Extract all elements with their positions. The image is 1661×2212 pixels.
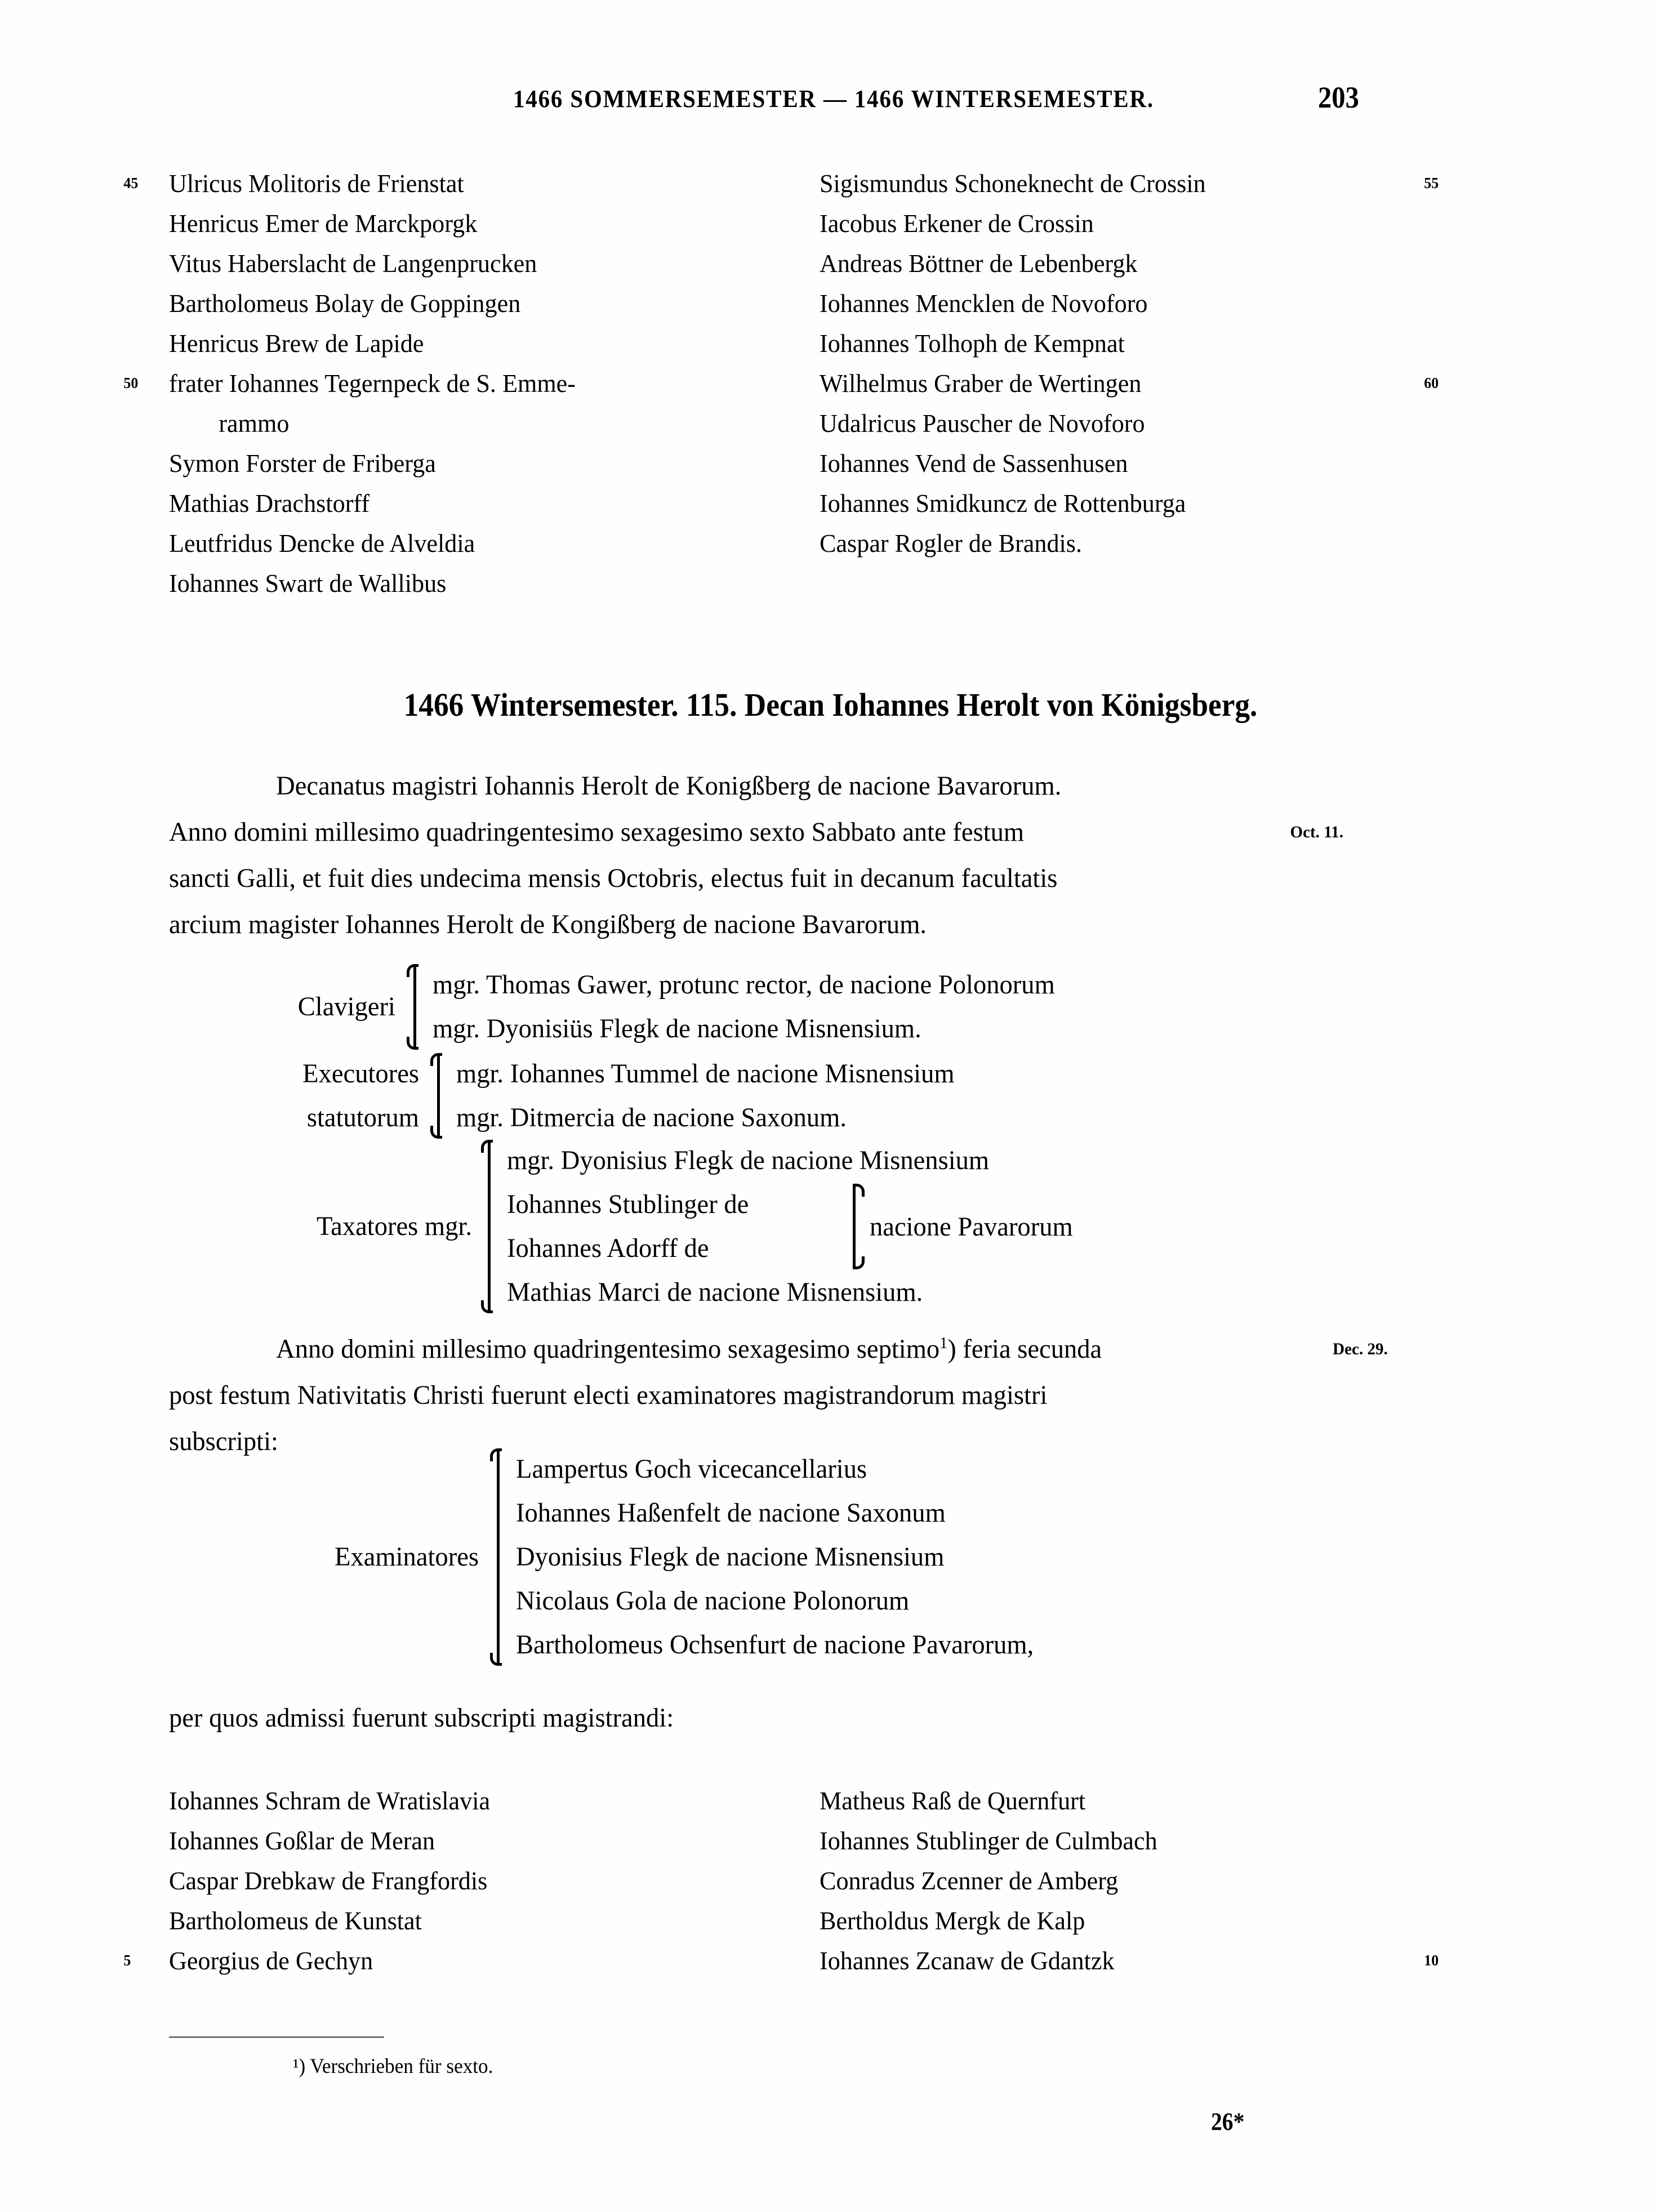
name-entry [820,203,1414,243]
taxatores-item: Mathias Marci de nacione Misnensium. [507,1277,923,1307]
name-entry [820,1781,1414,1821]
name-entry [820,283,1414,323]
clavigeri-item: mgr. Thomas Gawer, protunc rector, de nacione Polonorum [433,970,1055,1000]
taxatores-item: mgr. Dyonisius Flegk de nacione Misnensium [507,1145,990,1175]
name-text: Iohannes Mencklen de Novoforo [820,289,1148,318]
paragraph-line [169,809,1399,855]
taxatores-group [224,1139,1079,1314]
brace-icon [845,1183,864,1270]
name-entry [820,1901,1414,1941]
name-text: Bartholomeus Bolay de Goppingen [169,289,521,318]
taxatores-item: Iohannes Adorff de [507,1233,709,1263]
name-text: Iacobus Erkener de Crossin [820,209,1094,238]
name-text: Caspar Rogler de Brandis. [820,529,1083,558]
name-text: Iohannes Schram de Wratislavia [169,1786,491,1815]
name-text: Bertholdus Mergk de Kalp [820,1906,1085,1935]
name-entry [820,483,1414,523]
name-entry [169,323,774,363]
line-number: 60 [1424,374,1439,391]
name-text: Symon Forster de Friberga [169,449,436,478]
name-text: rammo [219,409,290,438]
name-text: Caspar Drebkaw de Frangfordis [169,1866,488,1895]
paragraph-line [169,1326,1399,1372]
paragraph-line: Decanatus magistri Iohannis Herolt de Konigßberg de nacione Bavarorum. [276,771,1062,801]
name-entry-continuation [169,403,774,443]
name-text: Iohannes Stublinger de Culmbach [820,1826,1157,1855]
bottom-name-list-left-column [123,1781,800,1981]
name-entry [820,1821,1414,1861]
name-entry [169,1861,774,1901]
name-text: Henricus Brew de Lapide [169,329,424,358]
executores-item: mgr. Ditmercia de nacione Saxonum. [456,1103,847,1132]
running-head [0,81,1661,124]
name-text: frater Iohannes Tegernpeck de S. Emme- [169,369,576,398]
name-entry [820,443,1414,483]
name-text: Bartholomeus de Kunstat [169,1906,422,1935]
name-text: Vitus Haberslacht de Langenprucken [169,249,537,278]
running-head-title: 1466 SOMMERSEMESTER — 1466 WINTERSEMESTER. [513,85,1155,113]
top-name-list-left-column [123,163,800,603]
paragraph-line-text: Anno domini millesimo quadringentesimo sexagesimo sexto Sabbato ante festum [169,817,1025,847]
examinatores-group [270,1447,1050,1667]
name-entry [123,363,774,403]
brace-icon [429,1052,448,1140]
name-text: Udalricus Pauscher de Novoforo [820,409,1145,438]
paragraph-line: arcium magister Iohannes Herolt de Kongißberg de nacione Bavarorum. [169,909,927,939]
name-text: Iohannes Swart de Wallibus [169,569,447,597]
signature-mark: 26* [1211,2108,1245,2135]
name-entry [169,443,774,483]
name-entry [820,323,1414,363]
name-text: Sigismundus Schoneknecht de Crossin [820,169,1206,198]
footnote-marker: 1 [939,1334,948,1352]
executores-items [456,1052,970,1140]
name-text: Wilhelmus Graber de Wertingen [820,369,1142,398]
name-entry [169,203,774,243]
name-entry [123,163,774,203]
examinatores-item: Lampertus Goch vicecancellarius [516,1454,867,1484]
clavigeri-item: mgr. Dyonisiüs Flegk de nacione Misnensium. [433,1014,921,1043]
clavigeri-label: Clavigeri [297,992,395,1022]
margin-note-date: Dec. 29. [1333,1340,1388,1358]
line-number: 50 [123,374,139,391]
taxatores-paired-tail: nacione Pavarorum [870,1211,1073,1242]
paragraph-line-text-a: Anno domini millesimo quadringentesimo sexagesimo septimo [276,1334,940,1364]
examinatores-item: Iohannes Haßenfelt de nacione Saxonum [516,1498,946,1528]
name-text: Iohannes Smidkuncz de Rottenburga [820,489,1186,518]
name-entry [820,163,1439,203]
name-text: Mathias Drachstorff [169,489,370,518]
taxatores-paired-items [507,1183,839,1270]
executores-item: mgr. Iohannes Tummel de nacione Misnensium [456,1059,955,1089]
executores-group [250,1052,970,1140]
examinatores-item: Dyonisius Flegk de nacione Misnensium [516,1542,945,1572]
line-number: 10 [1424,1952,1439,1969]
name-entry [169,483,774,523]
magistrandi-intro-paragraph [169,1695,1436,1741]
name-entry [169,523,774,563]
name-entry [820,523,1414,563]
name-entry [123,1941,774,1981]
line-number: 55 [1424,175,1439,191]
name-entry [169,1901,774,1941]
bottom-name-list-right-column [820,1781,1439,1981]
top-name-list-right-column [820,163,1439,563]
examinatores-items [516,1447,1050,1667]
clavigeri-group [243,963,1074,1051]
name-text: Conradus Zcenner de Amberg [820,1866,1119,1895]
paragraph-line: subscripti: [169,1426,278,1456]
name-entry [169,243,774,283]
name-text: Leutfridus Dencke de Alveldia [169,529,475,558]
name-entry [169,563,774,603]
name-text: Iohannes Vend de Sassenhusen [820,449,1128,478]
name-text: Iohannes Goßlar de Meran [169,1826,435,1855]
taxatores-paired-subgroup [507,1183,1079,1270]
paragraph-line-text-b: ) feria secunda [947,1334,1102,1364]
executores-label: Executores statutorum [302,1059,419,1132]
name-text: Georgius de Gechyn [169,1946,373,1975]
footnote-rule [169,2036,384,2038]
line-number: 5 [123,1952,131,1969]
name-entry [820,243,1414,283]
name-entry [169,283,774,323]
examinatores-item: Bartholomeus Ochsenfurt de nacione Pavarorum, [516,1630,1034,1660]
name-entry [820,363,1439,403]
brace-icon [406,963,425,1051]
paragraph-line: post festum Nativitatis Christi fuerunt electi examinatores magistrandorum magistri [169,1380,1048,1410]
page-number: 203 [1318,81,1359,114]
taxatores-label: Taxatores mgr. [316,1211,472,1241]
name-text: Henricus Emer de Marckporgk [169,209,478,238]
clavigeri-items [433,963,1074,1051]
name-text: Andreas Böttner de Lebenbergk [820,249,1138,278]
name-entry [820,1941,1439,1981]
paragraph-line: per quos admissi fuerunt subscripti magistrandi: [169,1703,674,1733]
name-text: Matheus Raß de Quernfurt [820,1786,1086,1815]
taxatores-item: Iohannes Stublinger de [507,1189,749,1219]
name-entry [820,403,1414,443]
name-entry [169,1821,774,1861]
brace-icon [480,1139,499,1314]
name-text: Ulricus Molitoris de Frienstat [169,169,464,198]
name-entry [820,1861,1414,1901]
name-text: Iohannes Tolhoph de Kempnat [820,329,1125,358]
footnote-text: ¹) Verschrieben für sexto. [293,2055,493,2078]
examinatores-intro-paragraph [169,1326,1436,1465]
name-text: Iohannes Zcanaw de Gdantzk [820,1946,1115,1975]
decanatus-paragraph [169,763,1436,948]
examinatores-item: Nicolaus Gola de nacione Polonorum [516,1586,910,1616]
brace-icon [489,1447,508,1667]
taxatores-items [507,1139,1079,1314]
examinatores-label: Examinatores [335,1542,479,1572]
paragraph-line: sancti Galli, et fuit dies undecima mensis Octobris, electus fuit in decanum facultatis [169,863,1058,893]
margin-note-date: Oct. 11. [1290,823,1344,841]
name-entry [169,1781,774,1821]
line-number: 45 [123,175,139,191]
section-heading: 1466 Wintersemester. 115. Decan Iohannes Herolt von Königsberg. [403,686,1258,723]
